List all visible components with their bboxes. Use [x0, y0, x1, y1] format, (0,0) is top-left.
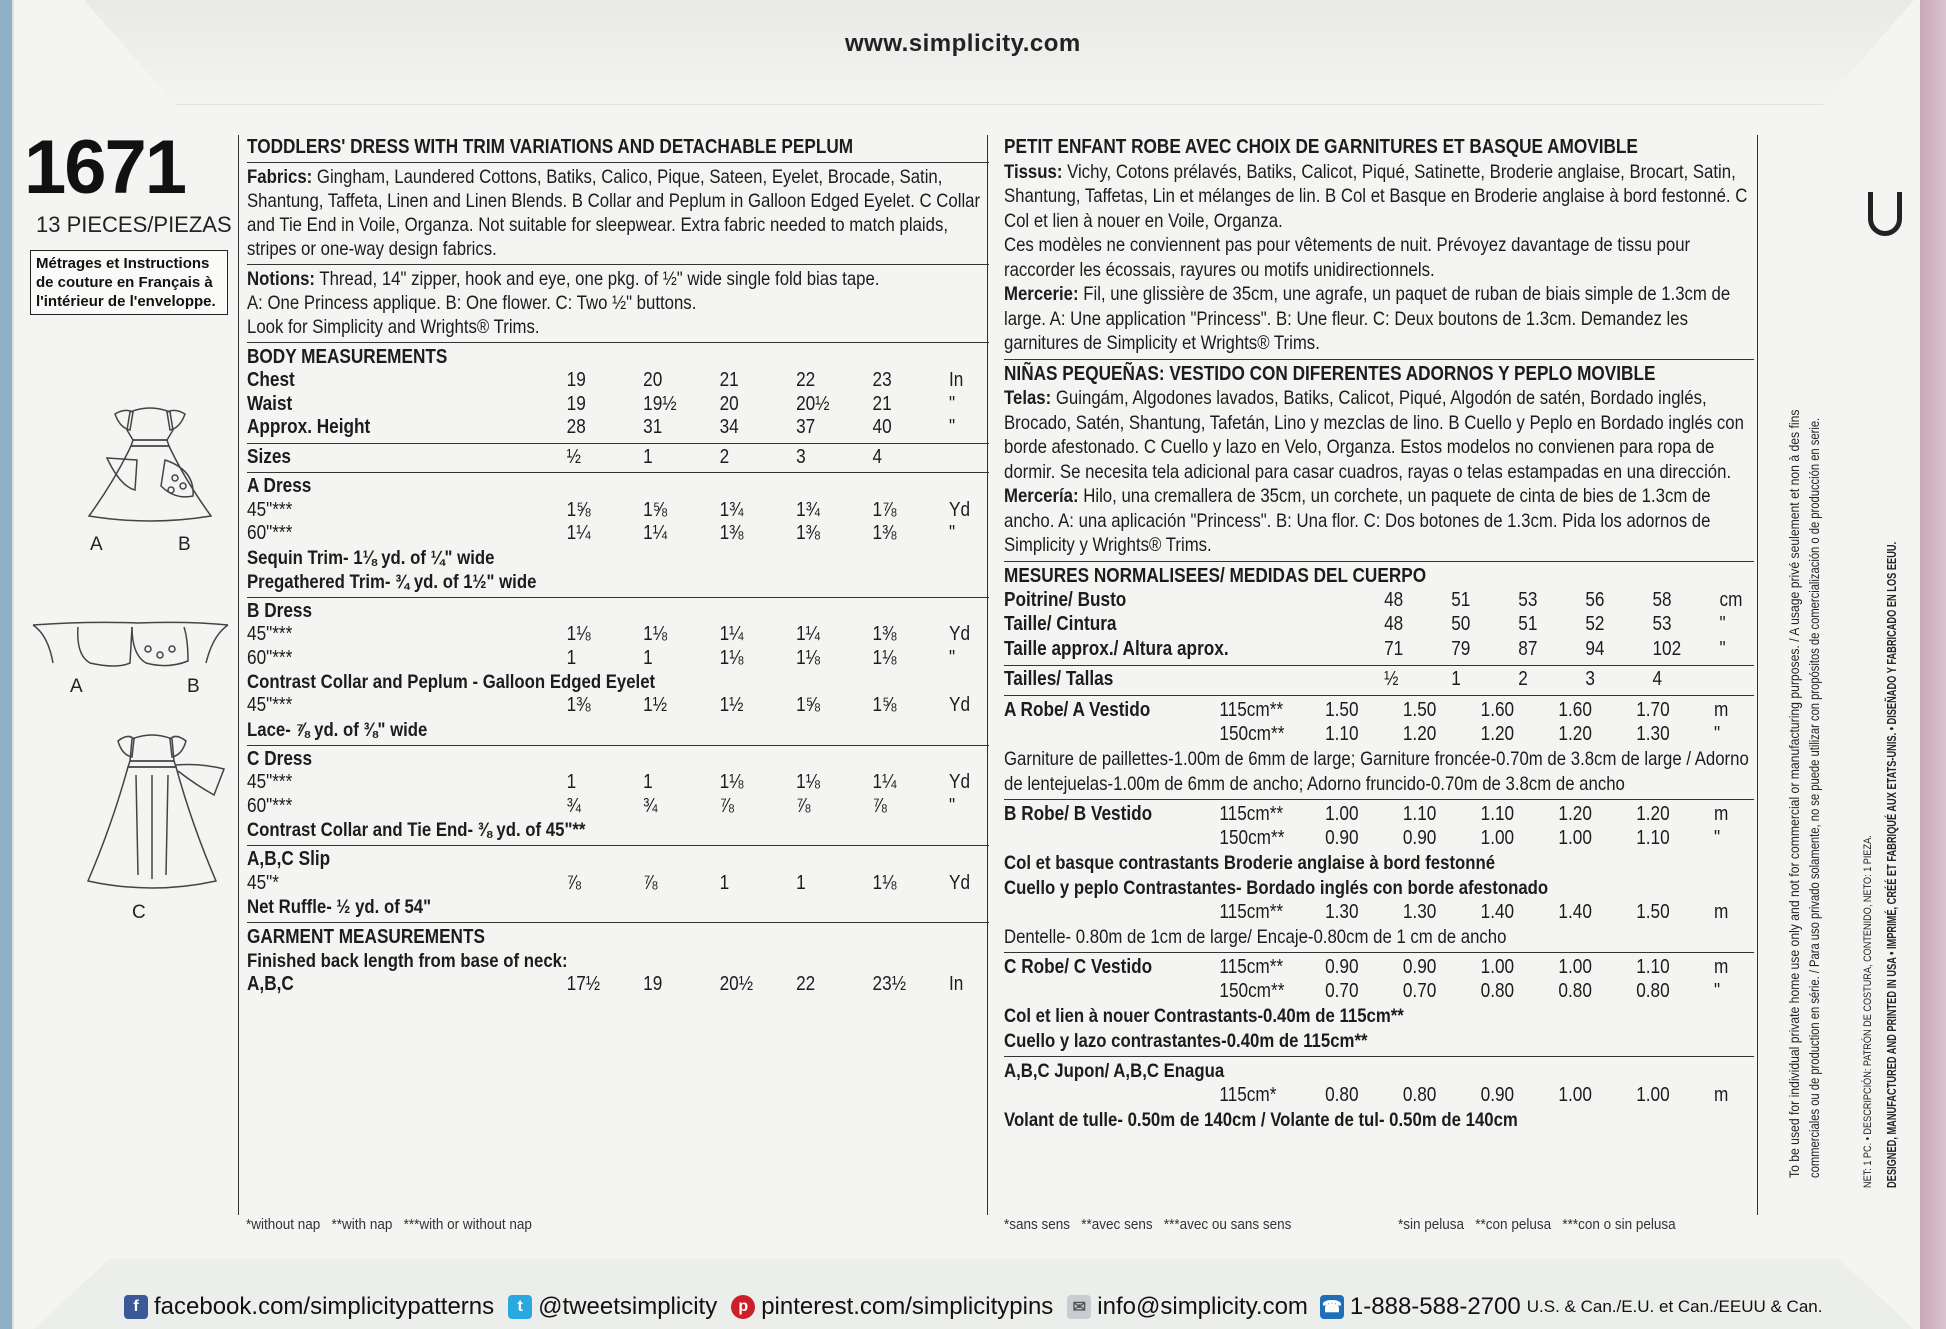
table-row: Chest 19 20 21 22 23 In: [247, 369, 964, 392]
sketch-label-b2: B: [187, 676, 200, 697]
col-lien-text: Col et lien à nouer Contrastants-0.40m de 115cm**: [1004, 1005, 1404, 1027]
table-row: 45"*** 1⅜ 1½ 1½ 1⅝ 1⅝ Yd: [247, 694, 971, 717]
table-row: 45"*** 1⅛ 1⅛ 1¼ 1¼ 1⅜ Yd: [247, 623, 971, 646]
pattern-number: 1671: [24, 125, 186, 210]
table-row: 60"*** 1 1 1⅛ 1⅛ 1⅛ ": [247, 646, 956, 669]
mesures-heading: MESURES NORMALISEES/ MEDIDAS DEL CUERPO: [1004, 564, 1427, 587]
dentelle-text: Dentelle- 0.80m de 1cm de large/ Encaje-0.80cm de 1 cm de ancho: [1004, 925, 1507, 948]
body-measurements-table: [247, 369, 988, 440]
side-text-commercial: commerciales ou de production en série. / Para uso privado solamente, no se puede utilizar con propósitos de comercialización o de producción en serie.: [1806, 417, 1822, 1178]
table-row: B Dress: [247, 599, 313, 622]
table-row: 45"*** 1⅝ 1⅝ 1¾ 1¾ 1⅞ Yd: [247, 498, 971, 521]
tailles-table: [1004, 668, 1754, 693]
b-robe-table: [1004, 802, 1754, 851]
table-row: 45"*** 1 1 1⅛ 1⅛ 1¼ Yd: [247, 771, 971, 794]
email-link[interactable]: info@simplicity.com: [1097, 1293, 1308, 1320]
table-row: Taille/ Cintura 48 50 51 52 53 ": [1004, 613, 1726, 636]
garment-measurements-heading: GARMENT MEASUREMENTS: [247, 926, 485, 948]
garniture-text: Garniture de paillettes-1.00m de 6mm de large; Garniture froncée-0.70m de 3.8cm de large / Adorno de lentejuelas-1.00m de 6mm de ancho; Adorno fruncido-0.70m de 3.8cm de ancho: [1004, 748, 1749, 795]
envelope-u-mark-icon: [1868, 192, 1902, 236]
finished-length: Finished back length from base of neck:: [247, 950, 568, 972]
slip-table: [247, 848, 988, 895]
french-spanish-column: [1000, 135, 1758, 1215]
side-text-net: NET: 1 PC. • DESCRIPCIÓN: PATRÓN DE COSTURA, CONTENIDO, NETO: 1 PIEZA.: [1862, 835, 1874, 1188]
facebook-link[interactable]: facebook.com/simplicitypatterns: [154, 1293, 495, 1320]
phone-region-note: U.S. & Can./E.U. et Can./EEUU & Can.: [1526, 1297, 1823, 1316]
social-footer: [124, 1293, 1822, 1321]
net-ruffle: Net Ruffle- ½ yd. of 54": [247, 896, 432, 918]
table-row: 45"* ⅞ ⅞ 1 1 1⅛ Yd: [247, 871, 971, 894]
lace-trim: Lace- ⅞ yd. of ⅜" wide: [247, 718, 428, 741]
dress-sketch-ab-icon: [75, 400, 225, 525]
pinterest-link[interactable]: pinterest.com/simplicitypins: [761, 1293, 1054, 1320]
phone-icon: ☎: [1320, 1295, 1344, 1319]
table-row: 150cm** 0.90 0.90 1.00 1.00 1.10 ": [1219, 827, 1721, 850]
volant-text: Volant de tulle- 0.50m de 140cm / Volante de tul- 0.50m de 140cm: [1004, 1109, 1518, 1131]
cuello-peplo-text: Cuello y peplo Contrastantes- Bordado inglés con borde afestonado: [1004, 876, 1549, 899]
twitter-link[interactable]: @tweetsimplicity: [538, 1293, 718, 1320]
table-row: Taille approx./ Altura aprox. 71 79 87 94 102 ": [1004, 637, 1726, 660]
notions-text: Notions: Thread, 14" zipper, hook and eye, one pkg. of ½" wide single fold bias tape.: [247, 268, 880, 290]
table-row: C Dress: [247, 747, 313, 770]
body-measurements-heading: BODY MEASUREMENTS: [247, 346, 448, 368]
table-row: Approx. Height 28 31 34 37 40 ": [247, 416, 956, 439]
tissus-text: Tissus: Vichy, Cotons prélavés, Batiks, Calicot, Piqué, Satinette, Broderie anglaise, Brocart, Satin, Shantung, Taffetas, Lin et mélanges de lin. B Col et Basque en Broderie anglaise à bord festonné. C Col et lien à nouer en Voile, Organza.: [1004, 160, 1748, 232]
table-row: 150cm** 0.70 0.70 0.80 0.80 0.80 ": [1219, 980, 1721, 1003]
b-dress-table: [247, 600, 988, 671]
a-robe-table: [1004, 698, 1754, 747]
table-row: Tailles/ Tallas ½ 1 2 3 4: [1004, 668, 1663, 691]
spanish-footnote: *sin pelusa **con pelusa ***con o sin pelusa: [1398, 1216, 1676, 1233]
telas-text: Telas: Guingám, Algodones lavados, Batiks, Calicot, Piqué, Algodón de satén, Bordado inglés, Brocado, Satén, Shantung, Tafetán, Lino y mezclas de lino. B Cuello y Peplo en Bordado inglés con borde afestonado. C Cuello y lazo en Velo, Organza. Estos modelos no convienen para ropa de dormir. Se necesita tela adicional para casar cuadros, rayas o telas estampadas en una dirección.: [1004, 387, 1744, 483]
table-row: Waist 19 19½ 20 20½ 21 ": [247, 392, 956, 415]
merceria-text: Mercería: Hilo, una cremallera de 35cm, un corchete, un paquete de cinta de bies de 1.3cm de ancho. A: una aplicación "Princess". B: Una flor. C: Dos botones de 1.3cm. Pida los adornos de Simplicity y Wrights® Trims.: [1004, 485, 1711, 556]
table-row: B Robe/ B Vestido 115cm** 1.00 1.10 1.10 1.20 1.20 m: [1004, 802, 1729, 825]
sizes-table: [247, 446, 988, 470]
sketch-label-b: B: [178, 534, 191, 555]
pregathered-trim: Pregathered Trim- ¾ yd. of 1½" wide: [247, 570, 537, 593]
table-row: A,B,C 17½ 19 20½ 22 23½ In: [247, 973, 964, 996]
side-text-usage: To be used for individual private home use only and not for commercial or manufacturing purposes. / A usage privé seulement et non à des fins: [1786, 409, 1802, 1179]
ces-text: Ces modèles ne conviennent pas pour vêtements de nuit. Prévoyez davantage de tissu pour raccorder les écossais, rayures ou motifs unidirectionnels.: [1004, 234, 1691, 281]
table-row: A Dress: [247, 475, 312, 498]
table-row: Poitrine/ Busto 48 51 53 56 58 cm: [1004, 588, 1743, 611]
contrast-robe-b-table: [1004, 900, 1754, 925]
table-row: 60"*** ¾ ¾ ⅞ ⅞ ⅞ ": [247, 794, 956, 817]
contrast-collar-tie: Contrast Collar and Tie End- ⅜ yd. of 45"**: [247, 819, 586, 841]
table-row: 115cm** 1.30 1.30 1.40 1.40 1.50 m: [1219, 900, 1729, 923]
pinterest-icon: p: [731, 1295, 755, 1319]
table-row: C Robe/ C Vestido 115cm** 0.90 0.90 1.00 1.00 1.10 m: [1004, 955, 1729, 978]
notions-options: A: One Princess applique. B: One flower. C: Two ½" buttons.: [247, 292, 697, 314]
table-row: 150cm** 1.10 1.20 1.20 1.20 1.30 ": [1219, 723, 1721, 746]
trims-note: Look for Simplicity and Wrights® Trims.: [247, 316, 540, 338]
facebook-icon: f: [124, 1295, 148, 1319]
english-footnote: *without nap **with nap ***with or without nap: [246, 1216, 532, 1233]
jupon-table: [1004, 1084, 1754, 1109]
garment-table: [247, 973, 988, 997]
mesures-table: [1004, 588, 1754, 662]
table-row: Sizes ½ 1 2 3 4: [247, 445, 883, 468]
french-title: PETIT ENFANT ROBE AVEC CHOIX DE GARNITURES ET BASQUE AMOVIBLE: [1004, 136, 1638, 158]
table-row: A Robe/ A Vestido 115cm** 1.50 1.50 1.60 1.60 1.70 m: [1004, 698, 1729, 721]
sequin-trim: Sequin Trim- 1⅛ yd. of ¼" wide: [247, 546, 495, 569]
french-instructions-note: Métrages et Instructions de couture en Français à l'intérieur de l'enveloppe.: [30, 250, 228, 315]
phone-number[interactable]: 1-888-588-2700: [1349, 1293, 1521, 1320]
c-dress-table: [247, 748, 988, 819]
pieces-count: 13 PIECES/PIEZAS: [36, 212, 232, 237]
sketch-label-a2: A: [70, 676, 83, 697]
c-robe-table: [1004, 955, 1754, 1004]
table-row: 60"*** 1¼ 1¼ 1⅜ 1⅜ 1⅜ ": [247, 522, 956, 545]
contrast-collar-peplum: Contrast Collar and Peplum - Galloon Edged Eyelet: [247, 671, 656, 693]
mercerie-text: Mercerie: Fil, une glissière de 35cm, une agrafe, un paquet de ruban de biais simple de 1.3cm de large. A: Une application "Princess". B: Une fleur. C: Deux boutons de 1.3cm. Demandez les garnitures de Simplicity et Wrights® Trims.: [1004, 283, 1731, 354]
table-row: 115cm* 0.80 0.80 0.90 1.00 1.00 m: [1219, 1084, 1729, 1107]
peplum-sketch-icon: [28, 615, 233, 675]
spanish-title: NIÑAS PEQUEÑAS: VESTIDO CON DIFERENTES ADORNOS Y PEPLO MOVIBLE: [1004, 362, 1656, 385]
col-basque-text: Col et basque contrastants Broderie anglaise à bord festonné: [1004, 852, 1496, 874]
a-dress-table: [247, 475, 988, 546]
french-footnote: *sans sens **avec sens ***avec ou sans sens: [1004, 1216, 1292, 1233]
cuello-lazo-text: Cuello y lazo contrastantes-0.40m de 115cm**: [1004, 1029, 1368, 1052]
website-url: www.simplicity.com: [845, 30, 1081, 57]
dress-sketch-c-icon: [74, 725, 234, 895]
contrast-b-table: [247, 694, 988, 718]
english-column: [238, 135, 988, 1215]
twitter-icon: t: [508, 1295, 532, 1319]
envelope-edge: [1920, 0, 1946, 1329]
sketch-label-c: C: [132, 902, 146, 923]
side-text-designed: DESIGNED, MANUFACTURED AND PRINTED IN USA • IMPRIMÉ, CRÉÉ ET FABRIQUÉ AUX ETATS-UNIS. • DISEÑADO Y FABRICADO EN LOS EEUU.: [1885, 541, 1899, 1188]
fabrics-text: Fabrics: Gingham, Laundered Cottons, Batiks, Calico, Pique, Sateen, Eyelet, Brocade, Satin, Shantung, Taffeta, Linen and Linen Blends. B Collar and Peplum in Galloon Edged Eyelet. C Collar and Tie End in Voile, Organza. Not suitable for sleepwear. Extra fabric needed to match plaids, stripes or one-way design fabrics.: [247, 166, 981, 260]
table-row: A,B,C Slip: [247, 848, 331, 871]
sketch-label-a: A: [90, 534, 103, 555]
jupon-heading: A,B,C Jupon/ A,B,C Enagua: [1004, 1060, 1225, 1082]
email-icon: ✉: [1067, 1295, 1091, 1319]
english-title: TODDLERS' DRESS WITH TRIM VARIATIONS AND DETACHABLE PEPLUM: [247, 136, 854, 158]
